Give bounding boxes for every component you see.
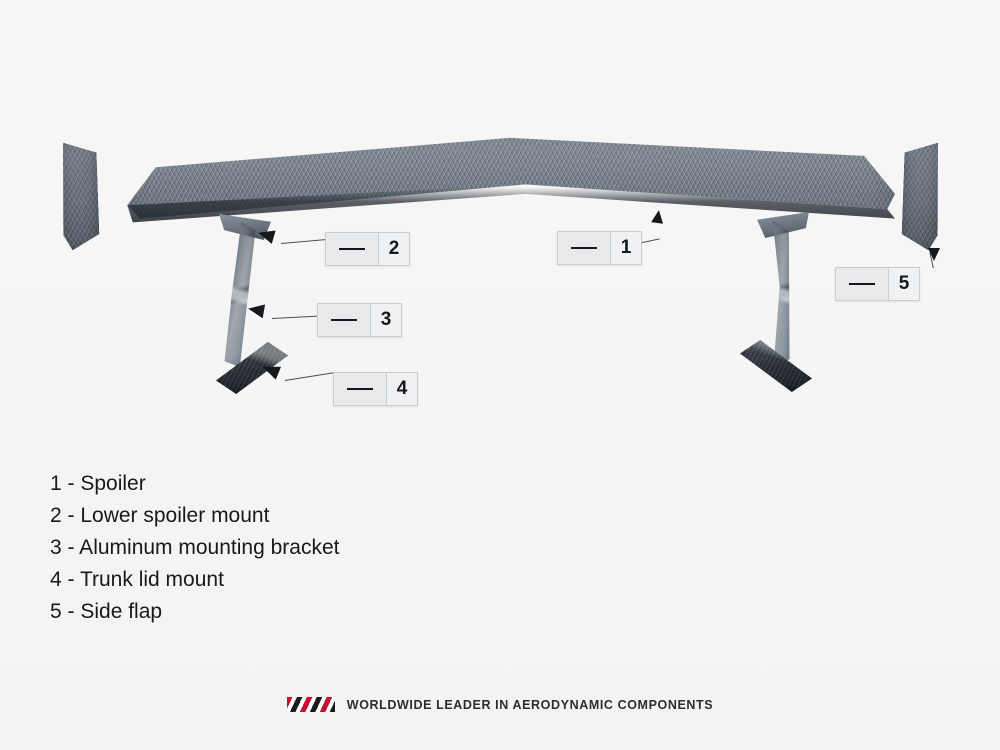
legend	[50, 468, 650, 628]
callout-4-dash	[334, 373, 387, 405]
side-flap-right	[901, 139, 941, 250]
legend-item-2: 2 - Lower spoiler mount	[50, 504, 270, 527]
callout-3-number: 3	[371, 304, 401, 336]
callout-4-number: 4	[387, 373, 417, 405]
arrow-head-2	[256, 226, 275, 244]
callout-5-number: 5	[889, 268, 919, 300]
stripes-logo-icon	[287, 697, 335, 712]
spoiler-blade-surface	[125, 135, 895, 230]
callout-3-dash	[318, 304, 371, 336]
callout-1[interactable]	[557, 231, 642, 265]
aluminum-bracket-left	[218, 222, 256, 367]
arrow-head-1	[651, 209, 665, 224]
arrow-head-5	[928, 248, 940, 261]
legend-item-5: 5 - Side flap	[50, 600, 163, 623]
legend-item-3: 3 - Aluminum mounting bracket	[50, 536, 340, 559]
callout-2[interactable]	[325, 232, 410, 266]
callout-4[interactable]	[333, 372, 418, 406]
footer	[0, 697, 1000, 712]
leader-line-3	[272, 316, 318, 319]
callout-2-number: 2	[379, 233, 409, 265]
arrow-head-4	[260, 360, 281, 379]
legend-item-1: 1 - Spoiler	[50, 472, 146, 495]
leader-line-4	[285, 372, 336, 381]
legend-item-4: 4 - Trunk lid mount	[50, 568, 224, 591]
callout-3[interactable]	[317, 303, 402, 337]
callout-1-dash	[558, 232, 611, 264]
callout-5-dash	[836, 268, 889, 300]
callout-2-dash	[326, 233, 379, 265]
spoiler-blade	[125, 135, 895, 230]
side-flap-left	[60, 139, 100, 250]
callout-1-number: 1	[611, 232, 641, 264]
footer-tagline: WORLDWIDE LEADER IN AERODYNAMIC COMPONENTS	[346, 697, 714, 712]
bracket-cross-brace-left	[218, 222, 256, 367]
leader-line-2	[281, 239, 327, 244]
arrow-head-3	[247, 302, 265, 319]
callout-5[interactable]	[835, 267, 920, 301]
